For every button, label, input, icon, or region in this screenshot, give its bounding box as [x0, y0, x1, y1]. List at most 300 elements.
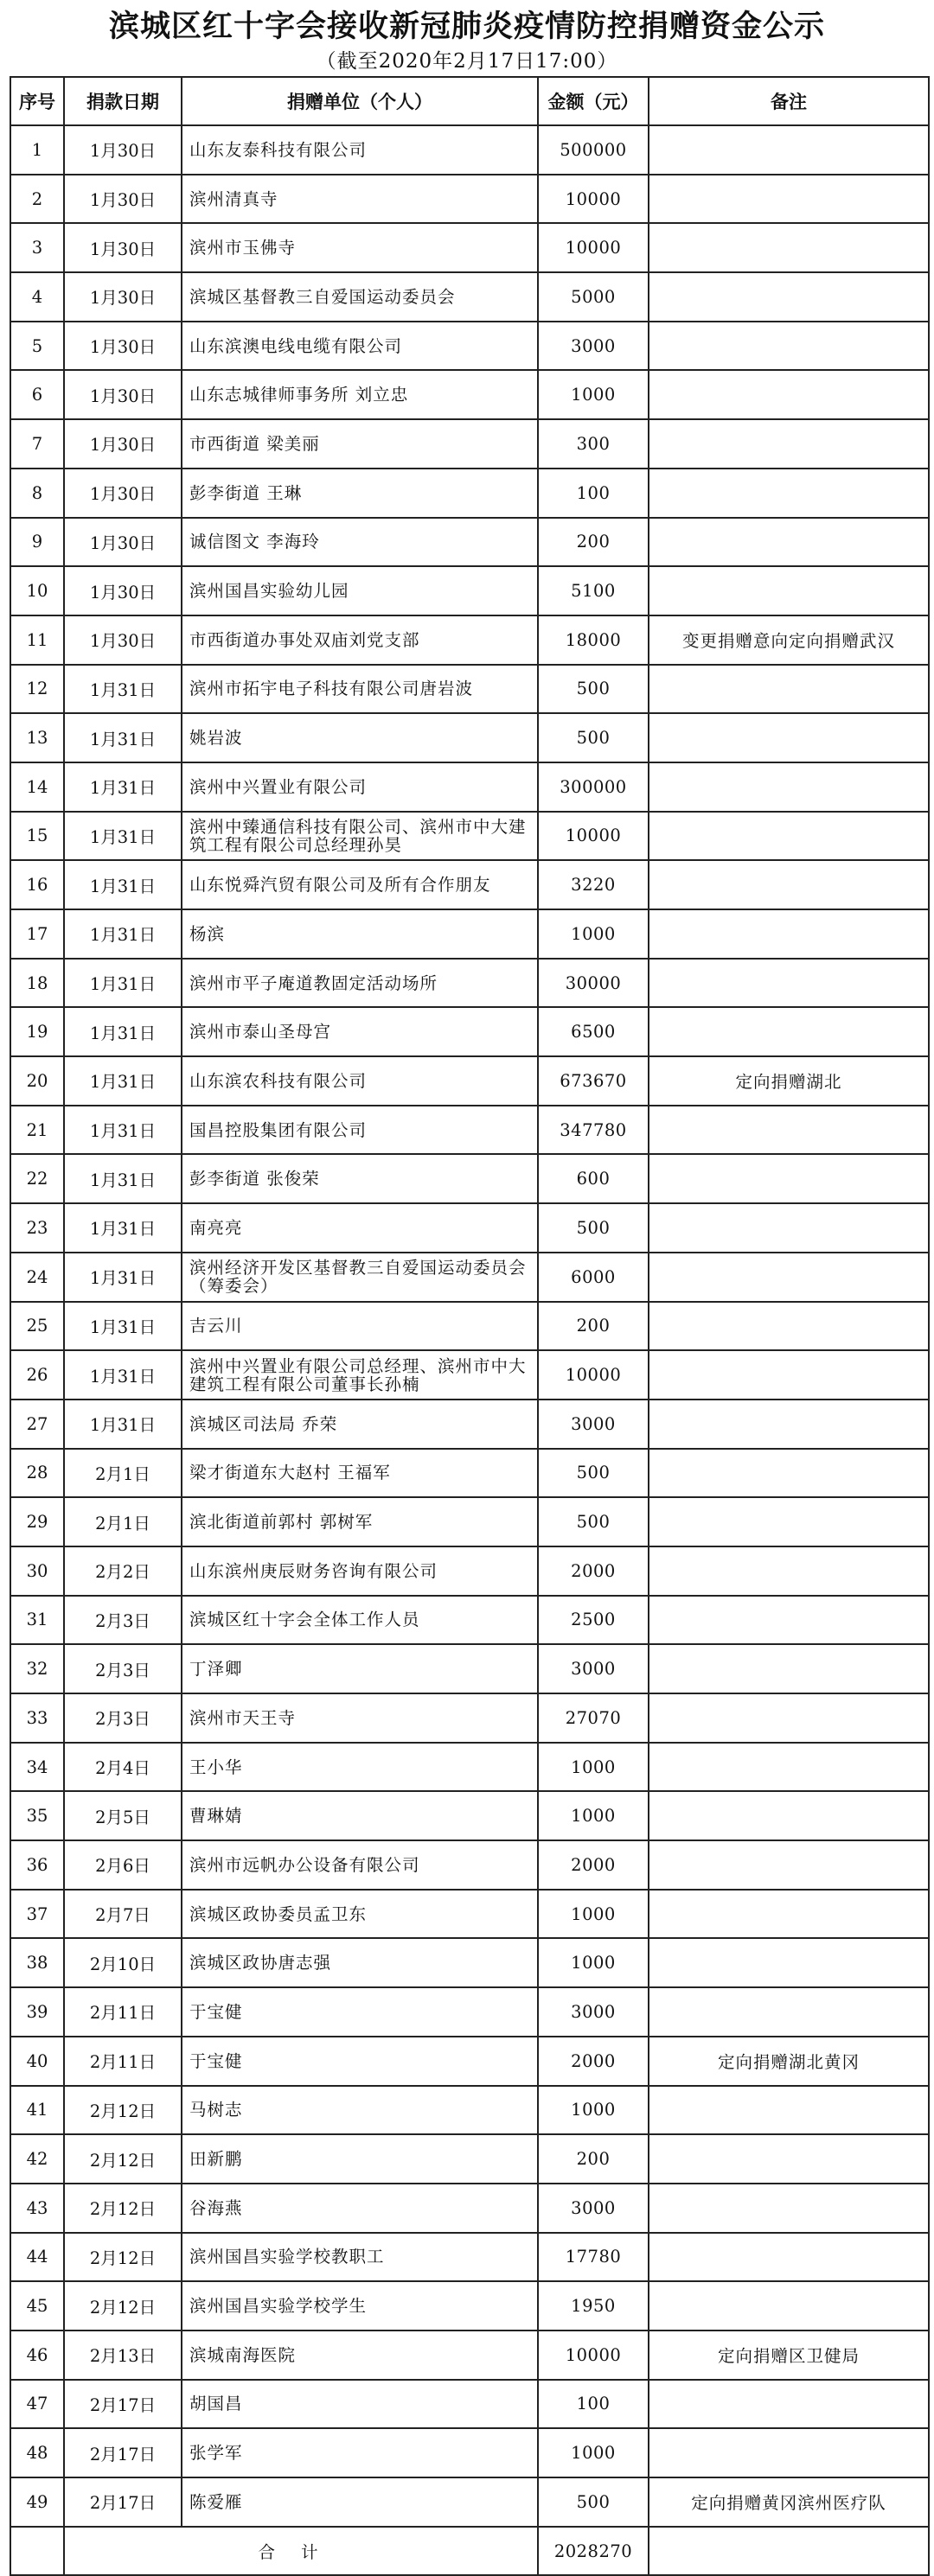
table-row	[10, 1840, 929, 1890]
table-row	[10, 2037, 929, 2086]
row-number: 30	[10, 1546, 64, 1596]
row-amount: 500	[538, 713, 649, 762]
table-row	[10, 615, 929, 665]
row-amount: 2000	[538, 1546, 649, 1596]
row-number: 1	[10, 125, 64, 175]
row-date: 2月11日	[64, 2037, 182, 2086]
row-amount: 5000	[538, 272, 649, 322]
row-date: 1月31日	[64, 812, 182, 861]
row-note: 定向捐赠湖北	[649, 1056, 929, 1106]
row-date: 2月17日	[64, 2428, 182, 2477]
row-donor: 滨州市拓宇电子科技有限公司唐岩波	[182, 665, 538, 714]
row-donor: 彭李街道 王琳	[182, 469, 538, 518]
row-date: 2月2日	[64, 1546, 182, 1596]
row-amount: 1000	[538, 2428, 649, 2477]
table-row	[10, 566, 929, 615]
row-date: 2月12日	[64, 2233, 182, 2282]
row-note	[649, 860, 929, 909]
row-note	[649, 1743, 929, 1792]
row-amount: 500	[538, 2477, 649, 2527]
row-donor: 滨州清真寺	[182, 175, 538, 224]
row-number: 22	[10, 1154, 64, 1203]
row-donor: 山东志城律师事务所 刘立忠	[182, 370, 538, 419]
row-donor: 梁才街道东大赵村 王福军	[182, 1449, 538, 1498]
row-number: 46	[10, 2331, 64, 2380]
row-amount: 10000	[538, 812, 649, 861]
row-amount: 10000	[538, 175, 649, 224]
table-row	[10, 1007, 929, 1056]
row-number: 19	[10, 1007, 64, 1056]
row-number: 37	[10, 1890, 64, 1939]
table-body	[10, 125, 929, 2527]
header-amount: 金额（元）	[538, 77, 649, 125]
table-row	[10, 1056, 929, 1106]
row-donor: 诚信图文 李海玲	[182, 518, 538, 567]
table-row	[10, 1791, 929, 1840]
row-amount: 3220	[538, 860, 649, 909]
row-number: 28	[10, 1449, 64, 1498]
row-date: 1月30日	[64, 370, 182, 419]
row-date: 1月31日	[64, 959, 182, 1008]
row-date: 1月30日	[64, 419, 182, 469]
row-note	[649, 2380, 929, 2429]
table-row	[10, 1497, 929, 1546]
row-date: 1月31日	[64, 1400, 182, 1449]
row-number: 23	[10, 1203, 64, 1253]
row-donor: 张学军	[182, 2428, 538, 2477]
row-amount: 500	[538, 1497, 649, 1546]
table-row	[10, 2233, 929, 2282]
row-note	[649, 1546, 929, 1596]
row-date: 1月31日	[64, 1350, 182, 1400]
row-donor: 吉云川	[182, 1302, 538, 1351]
row-number: 33	[10, 1693, 64, 1743]
row-amount: 17780	[538, 2233, 649, 2282]
table-row	[10, 2086, 929, 2135]
row-donor: 滨北街道前郭村 郭树军	[182, 1497, 538, 1546]
table-row	[10, 1302, 929, 1351]
row-date: 1月30日	[64, 566, 182, 615]
row-amount: 10000	[538, 2331, 649, 2380]
table-row	[10, 665, 929, 714]
page-title: 滨城区红十字会接收新冠肺炎疫情防控捐赠资金公示	[108, 9, 825, 44]
row-number: 10	[10, 566, 64, 615]
row-note	[649, 909, 929, 959]
table-row	[10, 2428, 929, 2477]
table-row	[10, 1106, 929, 1155]
table-row	[10, 125, 929, 175]
row-donor: 滨州中兴置业有限公司总经理、滨州市中大建筑工程有限公司董事长孙楠	[182, 1350, 538, 1400]
row-number: 13	[10, 713, 64, 762]
table-row	[10, 812, 929, 861]
row-amount: 200	[538, 2134, 649, 2184]
table-row	[10, 959, 929, 1008]
row-donor: 滨城南海医院	[182, 2331, 538, 2380]
table-row	[10, 223, 929, 272]
row-number: 40	[10, 2037, 64, 2086]
row-number: 4	[10, 272, 64, 322]
row-date: 1月30日	[64, 175, 182, 224]
row-number: 43	[10, 2184, 64, 2233]
row-note	[649, 1449, 929, 1498]
table-row	[10, 469, 929, 518]
row-note	[649, 1350, 929, 1400]
row-donor: 滨州国昌实验学校学生	[182, 2281, 538, 2331]
row-note	[649, 1840, 929, 1890]
row-date: 2月3日	[64, 1693, 182, 1743]
table-row	[10, 1644, 929, 1693]
row-date: 2月1日	[64, 1449, 182, 1498]
row-note	[649, 1154, 929, 1203]
row-note	[649, 1644, 929, 1693]
row-number: 2	[10, 175, 64, 224]
row-donor: 滨州国昌实验学校教职工	[182, 2233, 538, 2282]
row-number: 3	[10, 223, 64, 272]
row-donor: 滨州中兴置业有限公司	[182, 762, 538, 812]
table-row	[10, 1203, 929, 1253]
row-number: 49	[10, 2477, 64, 2527]
table-row	[10, 2331, 929, 2380]
row-amount: 5100	[538, 566, 649, 615]
table-row	[10, 175, 929, 224]
row-amount: 673670	[538, 1056, 649, 1106]
row-date: 2月10日	[64, 1938, 182, 1987]
row-date: 1月31日	[64, 1203, 182, 1253]
table-row	[10, 2134, 929, 2184]
row-note	[649, 322, 929, 371]
row-date: 1月30日	[64, 272, 182, 322]
row-number: 14	[10, 762, 64, 812]
row-number: 45	[10, 2281, 64, 2331]
row-date: 2月12日	[64, 2134, 182, 2184]
row-date: 2月13日	[64, 2331, 182, 2380]
row-number: 36	[10, 1840, 64, 1890]
row-number: 16	[10, 860, 64, 909]
row-date: 1月30日	[64, 469, 182, 518]
row-note	[649, 713, 929, 762]
row-number: 8	[10, 469, 64, 518]
donation-table	[10, 76, 930, 2576]
row-number: 39	[10, 1987, 64, 2037]
row-donor: 谷海燕	[182, 2184, 538, 2233]
row-donor: 山东滨州庚辰财务咨询有限公司	[182, 1546, 538, 1596]
row-note	[649, 370, 929, 419]
row-number: 35	[10, 1791, 64, 1840]
row-number: 17	[10, 909, 64, 959]
row-amount: 1000	[538, 1890, 649, 1939]
row-amount: 200	[538, 518, 649, 567]
header-donor: 捐赠单位（个人）	[182, 77, 538, 125]
row-donor: 丁泽卿	[182, 1644, 538, 1693]
row-date: 2月17日	[64, 2477, 182, 2527]
row-date: 1月31日	[64, 860, 182, 909]
row-note	[649, 1890, 929, 1939]
row-amount: 500	[538, 665, 649, 714]
row-note	[649, 2086, 929, 2135]
table-row	[10, 1350, 929, 1400]
row-amount: 3000	[538, 1400, 649, 1449]
row-amount: 2000	[538, 1840, 649, 1890]
row-date: 2月4日	[64, 1743, 182, 1792]
table-row	[10, 1449, 929, 1498]
row-number: 12	[10, 665, 64, 714]
total-amount: 2028270	[538, 2527, 649, 2576]
row-note	[649, 469, 929, 518]
table-row	[10, 322, 929, 371]
row-date: 2月3日	[64, 1644, 182, 1693]
row-amount: 100	[538, 469, 649, 518]
row-note	[649, 2134, 929, 2184]
row-amount: 347780	[538, 1106, 649, 1155]
row-date: 1月31日	[64, 1106, 182, 1155]
row-note	[649, 125, 929, 175]
row-donor: 滨州中臻通信科技有限公司、滨州市中大建筑工程有限公司总经理孙昊	[182, 812, 538, 861]
row-note	[649, 2281, 929, 2331]
table-row	[10, 1938, 929, 1987]
row-number: 25	[10, 1302, 64, 1351]
row-date: 2月12日	[64, 2184, 182, 2233]
table-row	[10, 909, 929, 959]
row-donor: 滨城区政协唐志强	[182, 1938, 538, 1987]
row-donor: 山东滨农科技有限公司	[182, 1056, 538, 1106]
table-row	[10, 2477, 929, 2527]
row-donor: 胡国昌	[182, 2380, 538, 2429]
row-donor: 滨州国昌实验幼儿园	[182, 566, 538, 615]
row-note	[649, 1106, 929, 1155]
table-row	[10, 1400, 929, 1449]
row-amount: 2500	[538, 1596, 649, 1645]
row-donor: 滨州市泰山圣母宫	[182, 1007, 538, 1056]
row-amount: 30000	[538, 959, 649, 1008]
row-date: 2月7日	[64, 1890, 182, 1939]
row-note	[649, 812, 929, 861]
row-donor: 山东悦舜汽贸有限公司及所有合作朋友	[182, 860, 538, 909]
table-header-row	[10, 77, 929, 125]
row-donor: 曹琳婧	[182, 1791, 538, 1840]
row-donor: 于宝健	[182, 2037, 538, 2086]
row-donor: 滨城区基督教三自爱国运动委员会	[182, 272, 538, 322]
header-no: 序号	[10, 77, 64, 125]
row-date: 2月17日	[64, 2380, 182, 2429]
row-donor: 滨州市玉佛寺	[182, 223, 538, 272]
row-number: 6	[10, 370, 64, 419]
row-date: 2月1日	[64, 1497, 182, 1546]
row-note: 变更捐赠意向定向捐赠武汉	[649, 615, 929, 665]
row-amount: 200	[538, 1302, 649, 1351]
row-note	[649, 223, 929, 272]
row-date: 2月12日	[64, 2086, 182, 2135]
header-note: 备注	[649, 77, 929, 125]
row-number: 9	[10, 518, 64, 567]
row-number: 24	[10, 1253, 64, 1302]
row-note	[649, 1203, 929, 1253]
row-date: 1月31日	[64, 1302, 182, 1351]
row-number: 18	[10, 959, 64, 1008]
row-amount: 300000	[538, 762, 649, 812]
row-note	[649, 566, 929, 615]
row-number: 20	[10, 1056, 64, 1106]
row-donor: 陈爱雁	[182, 2477, 538, 2527]
row-number: 38	[10, 1938, 64, 1987]
row-number: 32	[10, 1644, 64, 1693]
table-row	[10, 2380, 929, 2429]
row-date: 1月30日	[64, 518, 182, 567]
table-row	[10, 1546, 929, 1596]
row-date: 2月12日	[64, 2281, 182, 2331]
row-number: 11	[10, 615, 64, 665]
row-amount: 100	[538, 2380, 649, 2429]
row-number: 29	[10, 1497, 64, 1546]
row-note: 定向捐赠黄冈滨州医疗队	[649, 2477, 929, 2527]
row-amount: 1000	[538, 2086, 649, 2135]
row-number: 44	[10, 2233, 64, 2282]
table-row	[10, 419, 929, 469]
row-date: 1月31日	[64, 665, 182, 714]
row-note	[649, 762, 929, 812]
row-donor: 市西街道 梁美丽	[182, 419, 538, 469]
table-row	[10, 1693, 929, 1743]
row-date: 1月30日	[64, 322, 182, 371]
row-donor: 山东滨澳电线电缆有限公司	[182, 322, 538, 371]
row-date: 1月30日	[64, 615, 182, 665]
row-amount: 1000	[538, 1743, 649, 1792]
row-donor: 彭李街道 张俊荣	[182, 1154, 538, 1203]
table-row	[10, 1253, 929, 1302]
row-donor: 滨州经济开发区基督教三自爱国运动委员会（筹委会）	[182, 1253, 538, 1302]
row-donor: 国昌控股集团有限公司	[182, 1106, 538, 1155]
row-note	[649, 1791, 929, 1840]
row-note	[649, 1938, 929, 1987]
row-note	[649, 959, 929, 1008]
row-date: 2月5日	[64, 1791, 182, 1840]
total-blank-cell	[10, 2527, 64, 2576]
table-row	[10, 762, 929, 812]
row-amount: 3000	[538, 322, 649, 371]
row-amount: 1000	[538, 1791, 649, 1840]
row-note: 定向捐赠区卫健局	[649, 2331, 929, 2380]
row-amount: 10000	[538, 223, 649, 272]
row-amount: 6500	[538, 1007, 649, 1056]
row-note	[649, 175, 929, 224]
row-number: 26	[10, 1350, 64, 1400]
row-donor: 马树志	[182, 2086, 538, 2135]
row-note	[649, 419, 929, 469]
row-number: 34	[10, 1743, 64, 1792]
table-row	[10, 272, 929, 322]
row-note	[649, 1400, 929, 1449]
row-note	[649, 1693, 929, 1743]
row-date: 2月3日	[64, 1596, 182, 1645]
row-note	[649, 1007, 929, 1056]
row-donor: 滨城区红十字会全体工作人员	[182, 1596, 538, 1645]
total-note-cell	[649, 2527, 929, 2576]
row-donor: 山东友泰科技有限公司	[182, 125, 538, 175]
row-date: 2月11日	[64, 1987, 182, 2037]
row-amount: 10000	[538, 1350, 649, 1400]
table-row	[10, 1743, 929, 1792]
row-amount: 18000	[538, 615, 649, 665]
row-number: 7	[10, 419, 64, 469]
row-date: 1月31日	[64, 1007, 182, 1056]
row-date: 1月31日	[64, 909, 182, 959]
row-number: 31	[10, 1596, 64, 1645]
row-note	[649, 272, 929, 322]
table-row	[10, 1890, 929, 1939]
total-row	[10, 2527, 929, 2576]
row-note: 定向捐赠湖北黄冈	[649, 2037, 929, 2086]
row-date: 1月30日	[64, 125, 182, 175]
row-note	[649, 1253, 929, 1302]
row-donor: 杨滨	[182, 909, 538, 959]
table-row	[10, 2281, 929, 2331]
row-donor: 滨州市远帆办公设备有限公司	[182, 1840, 538, 1890]
table-row	[10, 860, 929, 909]
table-row	[10, 713, 929, 762]
row-amount: 1000	[538, 1938, 649, 1987]
row-amount: 1000	[538, 370, 649, 419]
row-date: 2月6日	[64, 1840, 182, 1890]
row-amount: 2000	[538, 2037, 649, 2086]
row-amount: 6000	[538, 1253, 649, 1302]
row-amount: 500000	[538, 125, 649, 175]
row-note	[649, 665, 929, 714]
row-note	[649, 2428, 929, 2477]
row-number: 42	[10, 2134, 64, 2184]
table-row	[10, 1596, 929, 1645]
table-row	[10, 370, 929, 419]
row-number: 27	[10, 1400, 64, 1449]
row-date: 1月30日	[64, 223, 182, 272]
table-row	[10, 2184, 929, 2233]
row-donor: 市西街道办事处双庙刘党支部	[182, 615, 538, 665]
row-amount: 600	[538, 1154, 649, 1203]
row-date: 1月31日	[64, 713, 182, 762]
row-donor: 滨州市天王寺	[182, 1693, 538, 1743]
row-amount: 3000	[538, 1987, 649, 2037]
row-amount: 27070	[538, 1693, 649, 1743]
row-amount: 3000	[538, 1644, 649, 1693]
row-amount: 1950	[538, 2281, 649, 2331]
row-date: 1月31日	[64, 762, 182, 812]
row-note	[649, 1596, 929, 1645]
total-label: 合计	[64, 2527, 538, 2576]
row-donor: 滨城区司法局 乔荣	[182, 1400, 538, 1449]
row-note	[649, 2233, 929, 2282]
row-date: 1月31日	[64, 1253, 182, 1302]
header-date: 捐款日期	[64, 77, 182, 125]
row-number: 15	[10, 812, 64, 861]
row-note	[649, 1302, 929, 1351]
row-note	[649, 1497, 929, 1546]
row-note	[649, 2184, 929, 2233]
page-subtitle: （截至2020年2月17日17:00）	[316, 50, 618, 73]
table-row	[10, 1154, 929, 1203]
row-amount: 3000	[538, 2184, 649, 2233]
row-note	[649, 1987, 929, 2037]
row-note	[649, 518, 929, 567]
row-date: 1月31日	[64, 1154, 182, 1203]
row-date: 1月31日	[64, 1056, 182, 1106]
row-number: 41	[10, 2086, 64, 2135]
row-amount: 1000	[538, 909, 649, 959]
row-donor: 田新鹏	[182, 2134, 538, 2184]
row-amount: 300	[538, 419, 649, 469]
row-donor: 于宝健	[182, 1987, 538, 2037]
row-amount: 500	[538, 1449, 649, 1498]
row-donor: 南亮亮	[182, 1203, 538, 1253]
table-row	[10, 518, 929, 567]
row-donor: 滨州市平子庵道教固定活动场所	[182, 959, 538, 1008]
